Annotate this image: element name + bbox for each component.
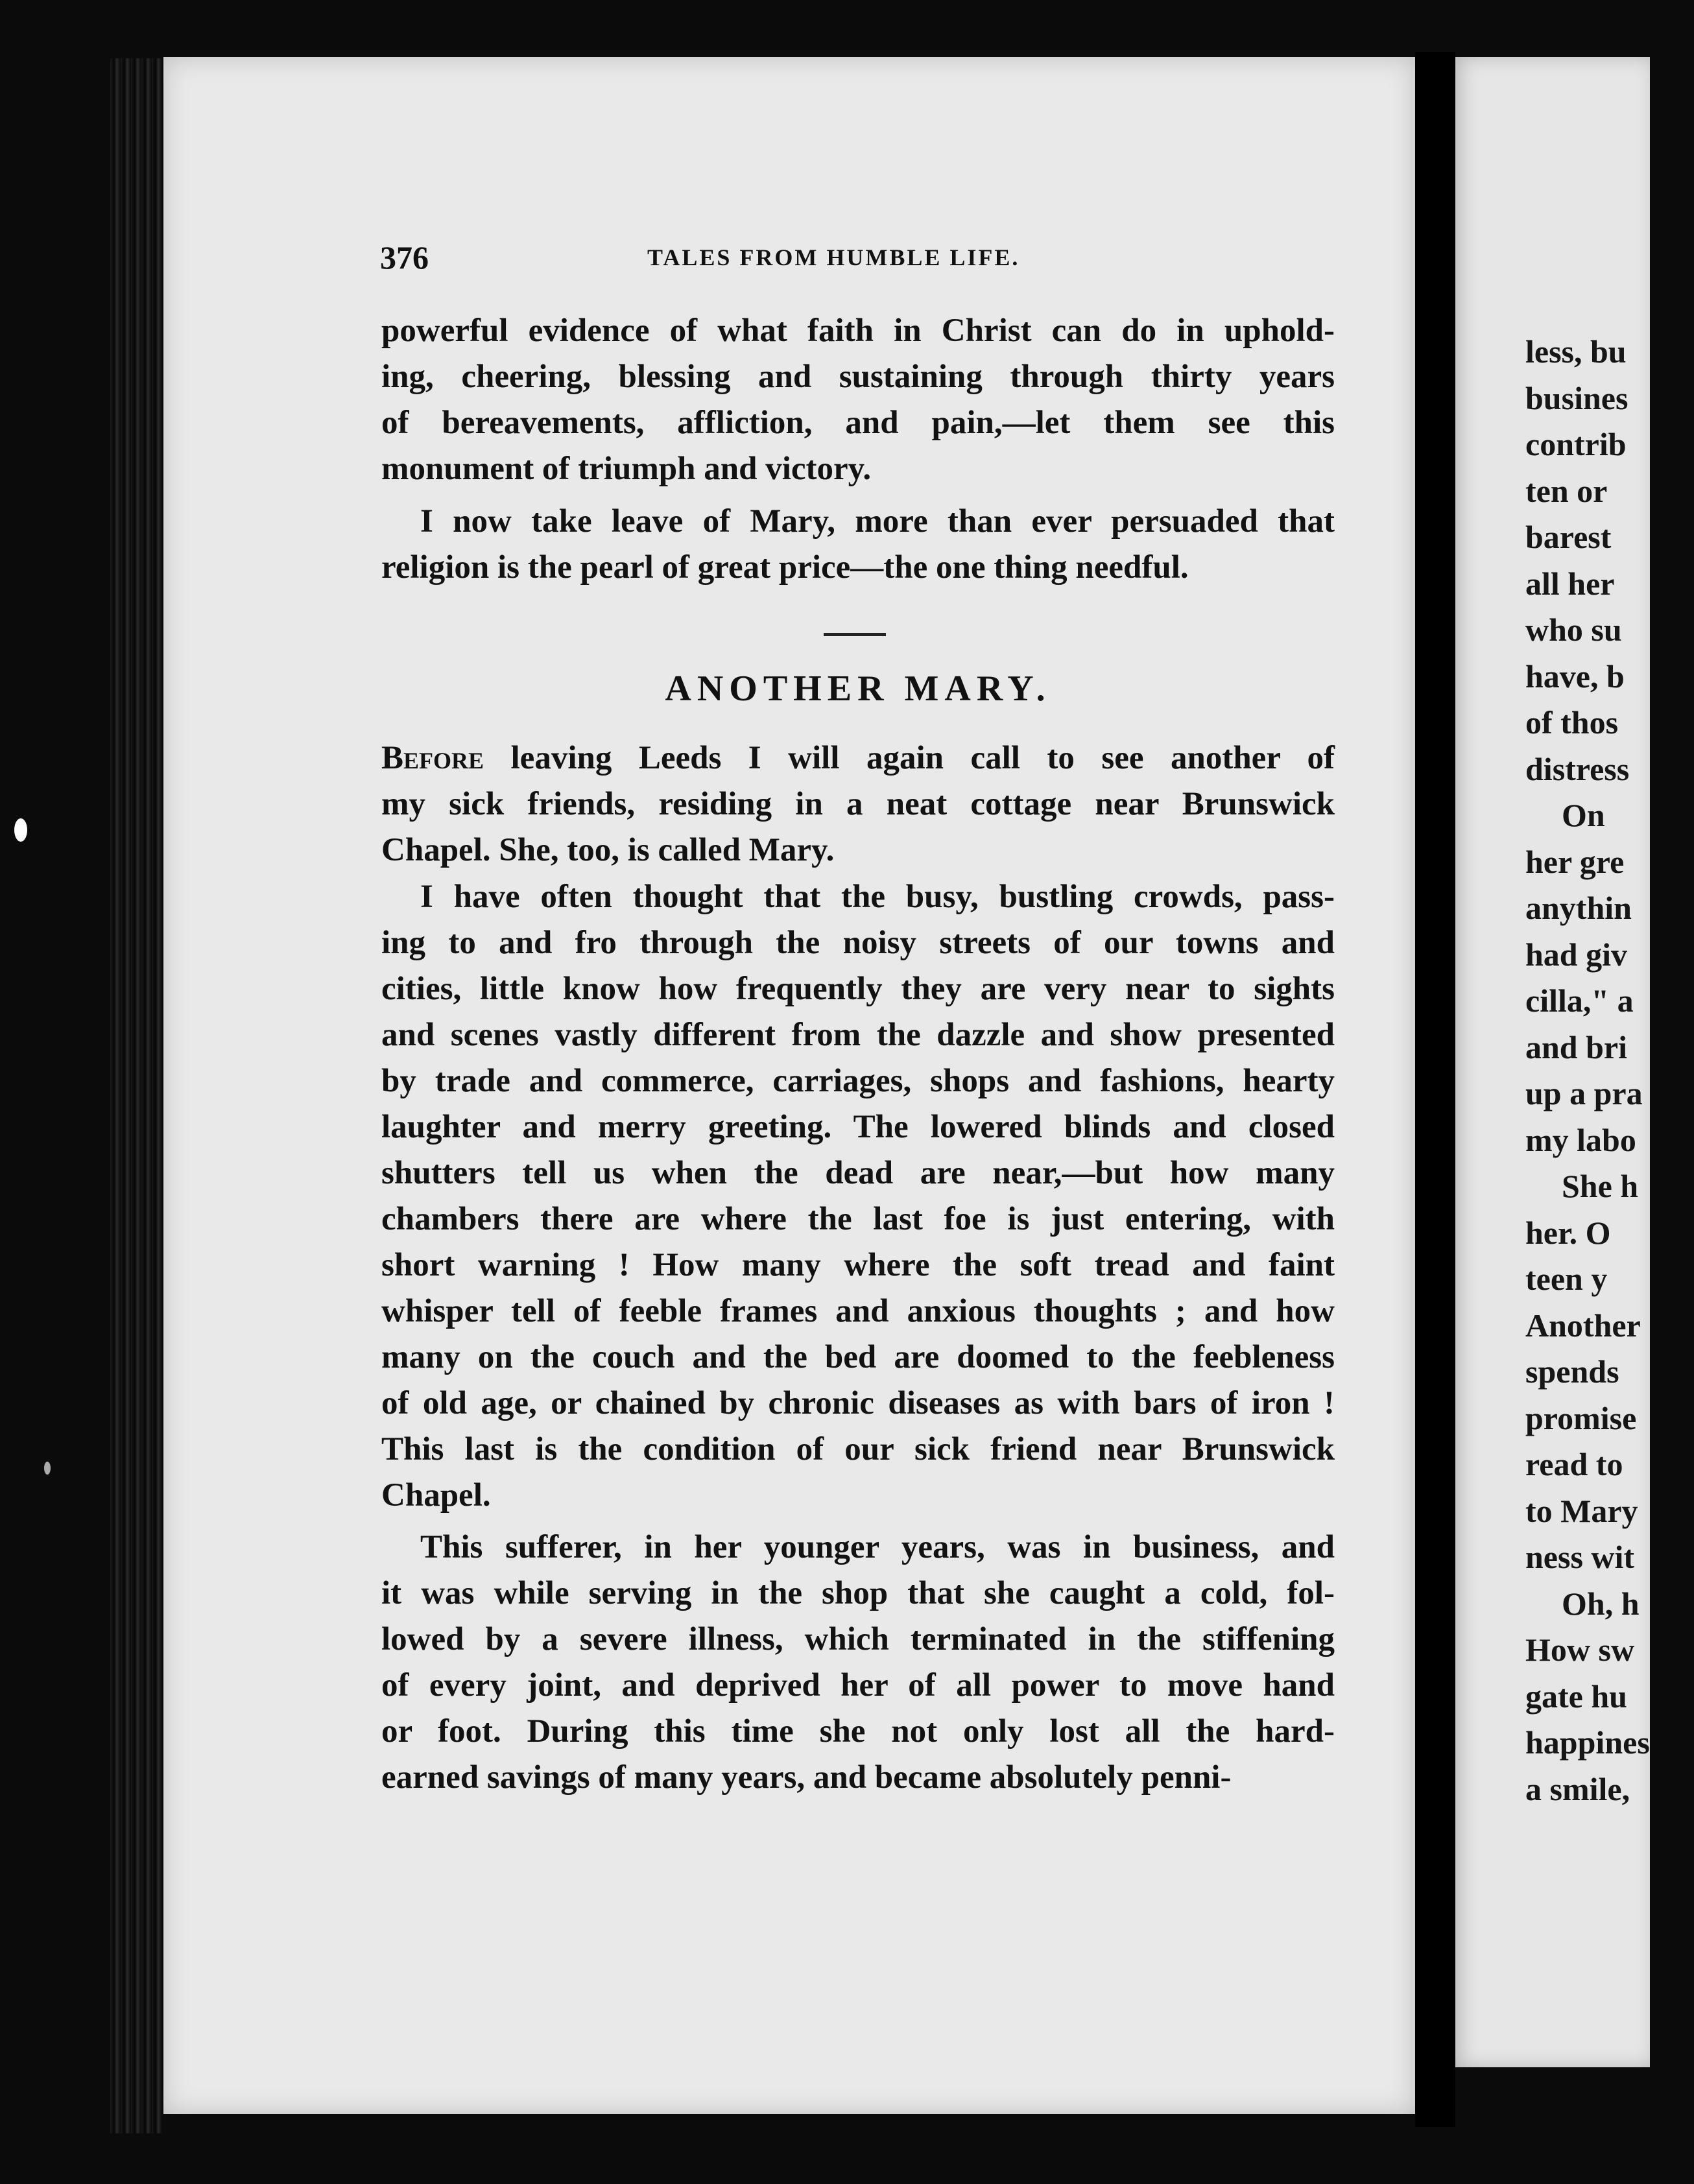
text-line: of every joint, and deprived her of all power to move hand: [381, 1667, 1335, 1703]
facing-page-line: of thos: [1525, 704, 1619, 741]
text-line: laughter and merry greeting. The lowered blinds and closed: [381, 1109, 1335, 1145]
text-line: powerful evidence of what faith in Christ can do in uphold-: [381, 313, 1335, 349]
opening-word: Before: [381, 740, 484, 776]
text-line: religion is the pearl of great price—the one thing needful.: [381, 549, 1189, 586]
facing-page-line: Oh, h: [1562, 1585, 1640, 1622]
text-line: I now take leave of Mary, more than ever persuaded that: [420, 503, 1335, 540]
facing-page-line: had giv: [1525, 936, 1628, 973]
facing-page-line: read to: [1525, 1446, 1623, 1482]
text-line: chambers there are where the last foe is just entering, with: [381, 1201, 1335, 1237]
text-line: by trade and commerce, carriages, shops and fashions, hearty: [381, 1063, 1335, 1099]
page-number: 376: [380, 239, 429, 276]
facing-page-line: barest: [1525, 519, 1612, 555]
text-line: Chapel. She, too, is called Mary.: [381, 832, 835, 868]
facing-page-line: cilla," a: [1525, 982, 1634, 1019]
section-title: ANOTHER MARY.: [665, 669, 1051, 709]
section-divider-rule: [824, 633, 886, 636]
facing-page-line: her gre: [1525, 843, 1625, 880]
facing-page-line: She h: [1562, 1168, 1639, 1204]
facing-page-line: distress: [1525, 750, 1630, 787]
facing-page-line: happines: [1525, 1724, 1650, 1761]
facing-page-line: How sw: [1525, 1632, 1635, 1668]
book-binding: [110, 58, 162, 2133]
text-line: many on the couch and the bed are doomed to the feebleness: [381, 1339, 1335, 1375]
text-line: ing, cheering, blessing and sustaining through thirty years: [381, 359, 1335, 395]
facing-page-line: promise: [1525, 1399, 1637, 1436]
facing-page-line: busines: [1525, 379, 1628, 416]
facing-page-line: a smile,: [1525, 1770, 1630, 1807]
facing-page-line: and bri: [1525, 1028, 1628, 1065]
text-line: and scenes vastly different from the dazzle and show presented: [381, 1017, 1335, 1053]
text-line: cities, little know how frequently they are very near to sights: [381, 971, 1335, 1007]
facing-page-line: up a pra: [1525, 1075, 1643, 1111]
text-line: earned savings of many years, and became absolutely penni-: [381, 1759, 1232, 1796]
scan-speck: [44, 1462, 51, 1475]
facing-page-line: On: [1562, 797, 1605, 833]
first-line-rest: leaving Leeds I will again call to see another of: [484, 740, 1335, 776]
text-line: monument of triumph and victory.: [381, 451, 872, 487]
text-line: it was while serving in the shop that she caught a cold, fol-: [381, 1575, 1335, 1611]
facing-page-line: ness wit: [1525, 1539, 1635, 1575]
scan-speck: [14, 818, 27, 842]
section-first-line: [381, 735, 1335, 781]
facing-page-line: Another: [1525, 1307, 1641, 1344]
running-title: TALES FROM HUMBLE LIFE.: [647, 244, 1020, 270]
text-line: Chapel.: [381, 1477, 491, 1513]
text-line: ing to and fro through the noisy streets of our towns and: [381, 925, 1335, 961]
facing-page-line: all her: [1525, 565, 1615, 602]
facing-page-line: have, b: [1525, 658, 1625, 694]
facing-page-line: her. O: [1525, 1214, 1611, 1251]
text-line: of bereavements, affliction, and pain,—let them see this: [381, 405, 1335, 441]
facing-page-line: contrib: [1525, 426, 1627, 462]
facing-page-line: spends: [1525, 1353, 1619, 1390]
text-line: shutters tell us when the dead are near,—but how many: [381, 1155, 1335, 1191]
facing-page-line: my labo: [1525, 1121, 1636, 1158]
facing-page-line: gate hu: [1525, 1678, 1627, 1715]
text-line: lowed by a severe illness, which terminated in the stiffening: [381, 1621, 1335, 1657]
facing-page-line: who su: [1525, 611, 1622, 648]
facing-page-line: anythin: [1525, 890, 1632, 926]
facing-page-line: to Mary: [1525, 1492, 1638, 1529]
text-line: whisper tell of feeble frames and anxious thoughts ; and how: [381, 1293, 1335, 1329]
text-line: of old age, or chained by chronic diseases as with bars of iron !: [381, 1385, 1335, 1421]
text-line: my sick friends, residing in a neat cottage near Brunswick: [381, 786, 1335, 822]
text-line: or foot. During this time she not only lost all the hard-: [381, 1713, 1335, 1750]
facing-page-line: teen y: [1525, 1261, 1608, 1297]
facing-page-line: less, bu: [1525, 333, 1627, 370]
text-line: I have often thought that the busy, bustling crowds, pass-: [420, 879, 1335, 915]
text-line: This sufferer, in her younger years, was in business, and: [420, 1529, 1335, 1565]
text-line: This last is the condition of our sick friend near Brunswick: [381, 1431, 1335, 1467]
running-head: [380, 239, 1320, 278]
text-line: short warning ! How many where the soft tread and faint: [381, 1247, 1335, 1283]
page-gutter: [1415, 52, 1455, 2127]
facing-page-line: ten or: [1525, 472, 1608, 509]
